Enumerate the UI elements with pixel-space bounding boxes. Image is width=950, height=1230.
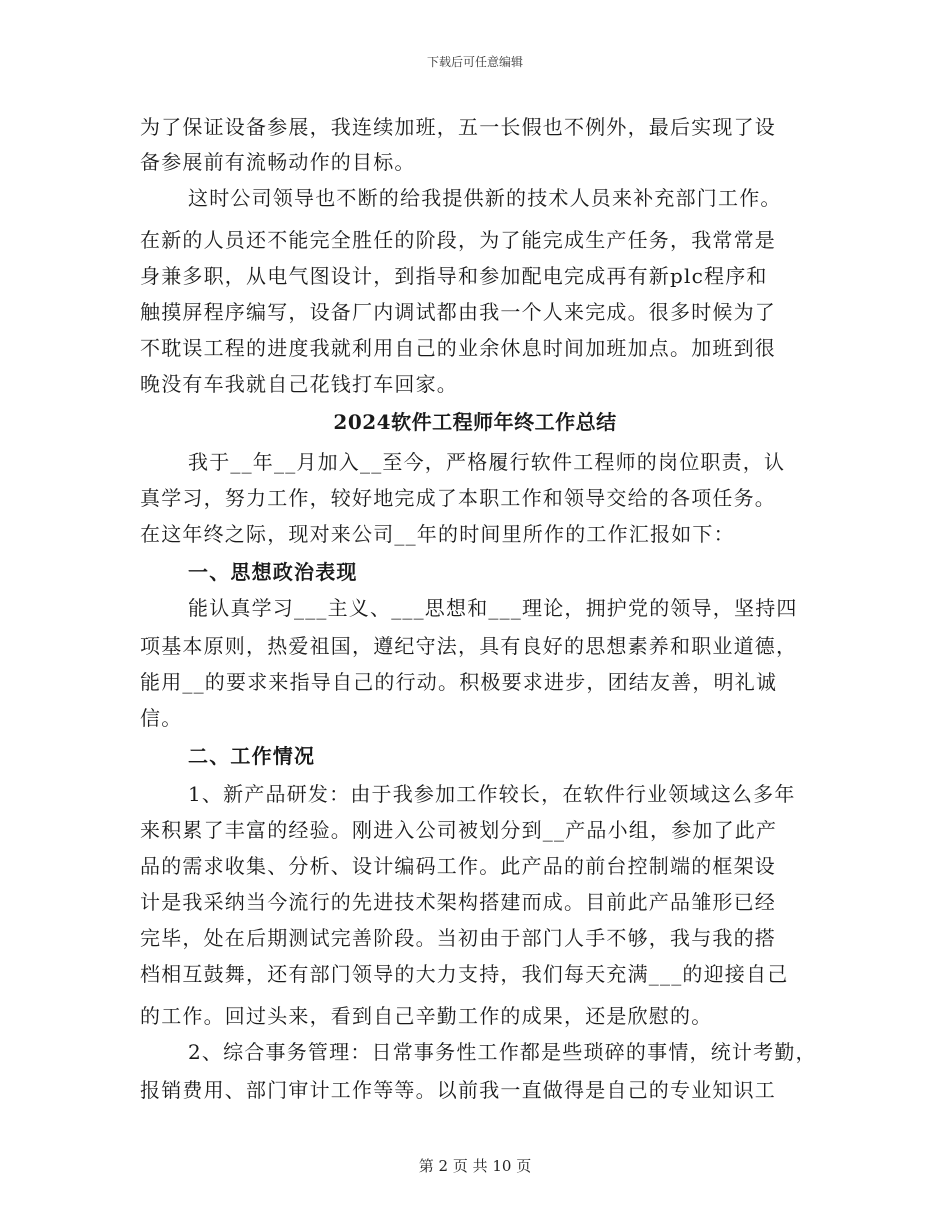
section1-line: 项基本原则，热爱祖国，遵纪守法，具有良好的思想素养和职业道德， bbox=[140, 634, 798, 658]
intro-line: 真学习，努力工作，较好地完成了本职工作和领导交给的各项任务。 bbox=[140, 486, 776, 510]
section2-item1-line: 计是我采纳当今流行的先进技术架构搭建而成。目前此产品雏形已经 bbox=[140, 890, 776, 914]
section2-item2-line: 报销费用、部门审计工作等等。以前我一直做得是自己的专业知识工 bbox=[140, 1078, 776, 1102]
body-line: 不耽误工程的进度我就利用自己的业余休息时间加班加点。加班到很 bbox=[140, 336, 776, 360]
section1-line: 能用__的要求来指导自己的行动。积极要求进步，团结友善，明礼诚 bbox=[140, 670, 778, 694]
body-line: 备参展前有流畅动作的目标。 bbox=[140, 150, 416, 174]
body-line: 晚没有车我就自己花钱打车回家。 bbox=[140, 372, 458, 396]
body-line: 身兼多职，从电气图设计，到指导和参加配电完成再有新plc程序和 bbox=[140, 264, 768, 288]
section2-item1-line: 来积累了丰富的经验。刚进入公司被划分到__产品小组，参加了此产 bbox=[140, 818, 778, 842]
document-title: 2024软件工程师年终工作总结 bbox=[333, 410, 617, 434]
section2-item1-line: 档相互鼓舞，还有部门领导的大力支持，我们每天充满___的迎接自己 bbox=[140, 962, 789, 986]
page-header-note: 下载后可任意编辑 bbox=[426, 55, 523, 69]
page-footer-number: 第 2 页 共 10 页 bbox=[418, 1157, 532, 1175]
body-line: 这时公司领导也不断的给我提供新的技术人员来补充部门工作。 bbox=[188, 186, 782, 210]
body-line: 为了保证设备参展，我连续加班，五一长假也不例外，最后实现了设 bbox=[140, 115, 776, 139]
section1-line: 能认真学习___主义、___思想和___理论，拥护党的领导，坚持四 bbox=[188, 596, 798, 620]
section-heading-political: 一、思想政治表现 bbox=[188, 560, 358, 584]
section2-item1-line: 品的需求收集、分析、设计编码工作。此产品的前台控制端的框架设 bbox=[140, 854, 776, 878]
intro-line: 在这年终之际，现对来公司__年的时间里所作的工作汇报如下： bbox=[140, 522, 735, 546]
section2-item2-line: 2、综合事务管理：日常事务性工作都是些琐碎的事情，统计考勤， bbox=[188, 1040, 817, 1064]
section2-item1-line: 完毕，处在后期测试完善阶段。当初由于部门人手不够，我与我的搭 bbox=[140, 926, 776, 950]
intro-line: 我于__年__月加入__至今，严格履行软件工程师的岗位职责，认 bbox=[188, 450, 786, 474]
section1-line: 信。 bbox=[140, 706, 183, 730]
body-line: 在新的人员还不能完全胜任的阶段，为了能完成生产任务，我常常是 bbox=[140, 228, 776, 252]
section2-item1-line: 1、新产品研发：由于我参加工作较长，在软件行业领域这么多年 bbox=[188, 782, 796, 806]
body-line: 触摸屏程序编写，设备厂内调试都由我一个人来完成。很多时候为了 bbox=[140, 300, 776, 324]
section-heading-work: 二、工作情况 bbox=[188, 744, 316, 768]
section2-item1-line: 的工作。回过头来，看到自己辛勤工作的成果，还是欣慰的。 bbox=[140, 1004, 713, 1028]
